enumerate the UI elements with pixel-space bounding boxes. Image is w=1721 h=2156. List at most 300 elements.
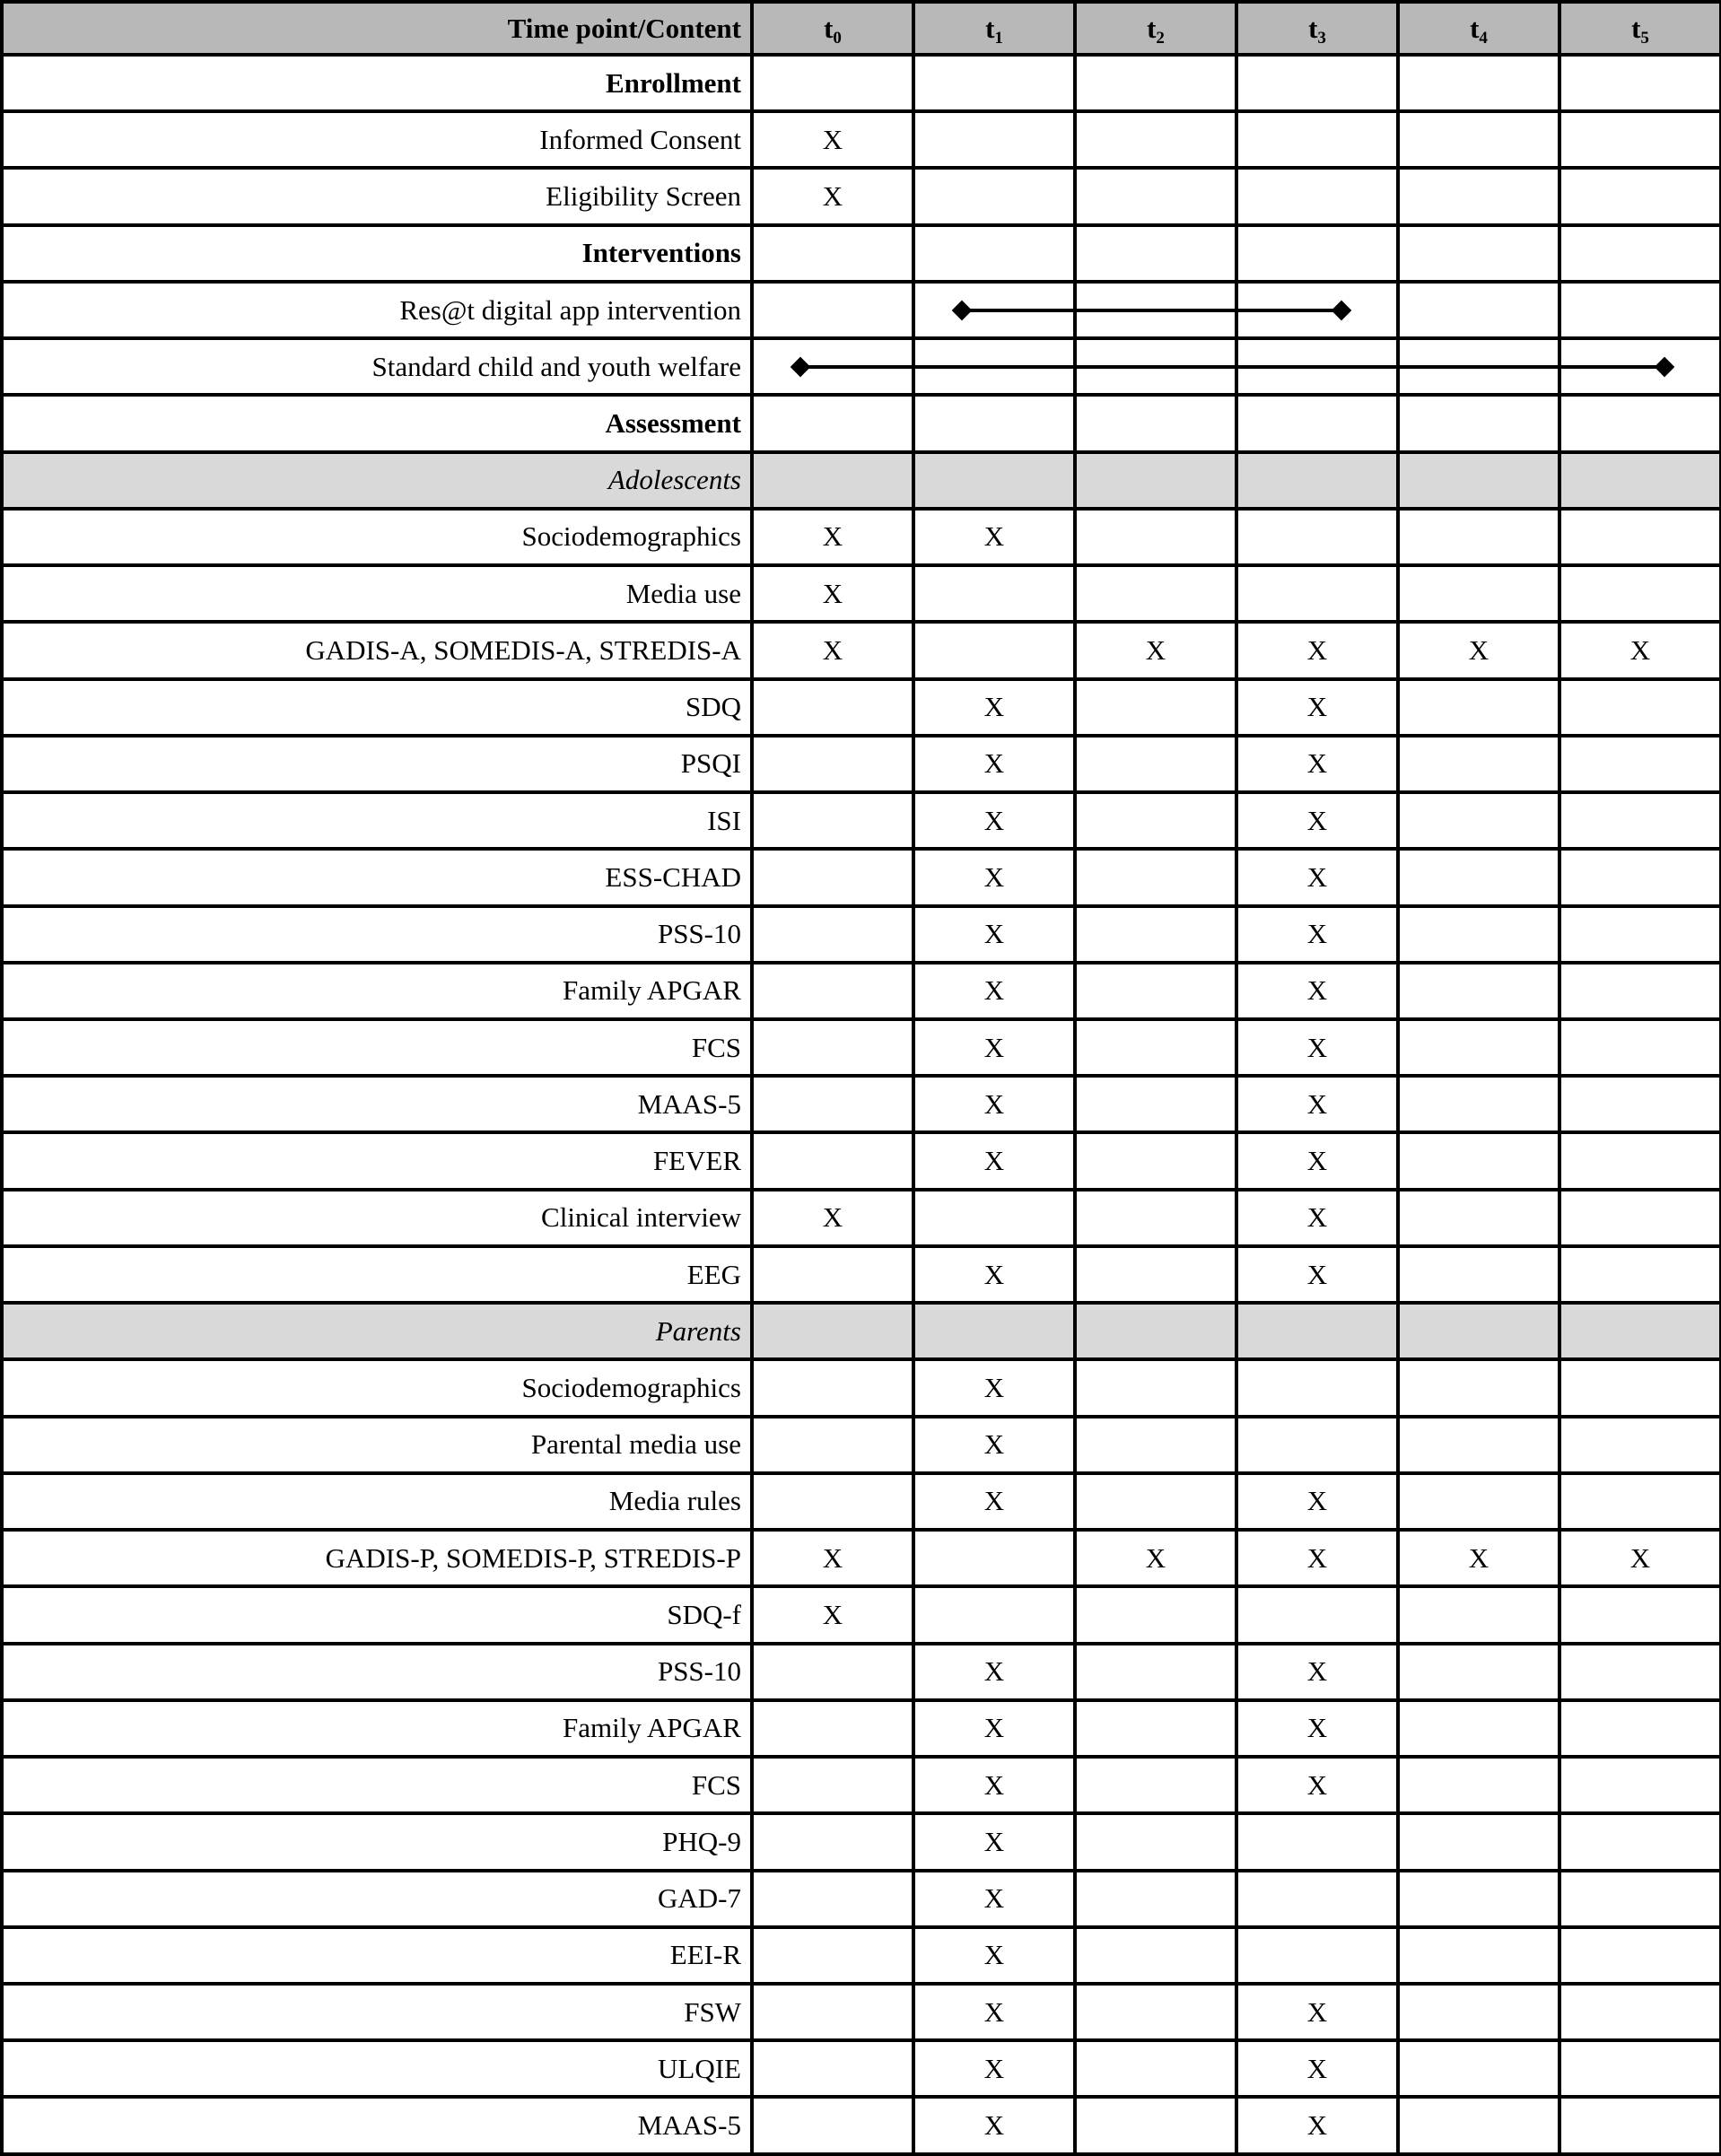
tp-sub: 1 (994, 28, 1003, 48)
cell-t5 (1559, 1076, 1721, 1132)
cell-t2 (1075, 452, 1236, 509)
cell-t2 (1075, 1586, 1236, 1643)
cell-t2 (1075, 1076, 1236, 1132)
cell-t3: X (1236, 2040, 1398, 2097)
row-label: GADIS-A, SOMEDIS-A, STREDIS-A (2, 622, 752, 678)
cell-t0 (752, 1417, 913, 1473)
table-row (2, 565, 1721, 622)
tp-sub: 2 (1156, 28, 1165, 48)
cell-t1: X (913, 792, 1075, 849)
cell-t0: X (752, 168, 913, 224)
cell-t3: X (1236, 1473, 1398, 1530)
cell-t5 (1559, 1700, 1721, 1757)
cell-t1: X (913, 1417, 1075, 1473)
cell-t0 (752, 55, 913, 111)
row-label: EEG (2, 1246, 752, 1303)
cell-t2 (1075, 1359, 1236, 1416)
cell-t0 (752, 849, 913, 905)
cell-t2: X (1075, 622, 1236, 678)
cell-t5 (1559, 338, 1721, 395)
cell-t0 (752, 1871, 913, 1927)
cell-t2 (1075, 111, 1236, 168)
cell-t5 (1559, 679, 1721, 736)
row-label: SDQ (2, 679, 752, 736)
table-row (2, 1246, 1721, 1303)
header-row (2, 2, 1721, 55)
cell-t4 (1398, 282, 1559, 338)
cell-t4 (1398, 509, 1559, 565)
tp-sub: 4 (1479, 28, 1488, 48)
table-row (2, 963, 1721, 1019)
cell-t1: X (913, 963, 1075, 1019)
row-label: FCS (2, 1019, 752, 1076)
cell-t4 (1398, 1586, 1559, 1643)
table-row (2, 1076, 1721, 1132)
table-row (2, 906, 1721, 963)
table-row (2, 622, 1721, 678)
cell-t3 (1236, 55, 1398, 111)
cell-t0 (752, 1984, 913, 2040)
header-timepoint-t5 (1559, 2, 1721, 55)
cell-t2 (1075, 1246, 1236, 1303)
cell-t3: X (1236, 849, 1398, 905)
cell-t3 (1236, 168, 1398, 224)
row-label: ULQIE (2, 2040, 752, 2097)
cell-t0: X (752, 622, 913, 678)
cell-t1: X (913, 1757, 1075, 1813)
cell-t5 (1559, 2040, 1721, 2097)
cell-t1 (913, 1190, 1075, 1246)
cell-t2 (1075, 736, 1236, 792)
cell-t0 (752, 2040, 913, 2097)
row-label: Parents (2, 1303, 752, 1359)
table-row (2, 1417, 1721, 1473)
cell-t1: X (913, 1076, 1075, 1132)
cell-t0 (752, 282, 913, 338)
cell-t1: X (913, 1700, 1075, 1757)
tp-base: t (1147, 12, 1157, 44)
cell-t2 (1075, 1473, 1236, 1530)
cell-t1: X (913, 509, 1075, 565)
header-timepoint-t3 (1236, 2, 1398, 55)
cell-t1: X (913, 1132, 1075, 1189)
cell-t1: X (913, 1019, 1075, 1076)
cell-t1 (913, 338, 1075, 395)
cell-t1 (913, 452, 1075, 509)
cell-t4 (1398, 111, 1559, 168)
cell-t0 (752, 792, 913, 849)
tp-base: t (985, 12, 995, 44)
cell-t0 (752, 1303, 913, 1359)
cell-t3 (1236, 1417, 1398, 1473)
cell-t5 (1559, 1586, 1721, 1643)
cell-t2 (1075, 906, 1236, 963)
cell-t4 (1398, 849, 1559, 905)
cell-t5 (1559, 1359, 1721, 1416)
table-row (2, 1813, 1721, 1870)
cell-t0: X (752, 1190, 913, 1246)
cell-t0 (752, 225, 913, 282)
row-label: PHQ-9 (2, 1813, 752, 1870)
cell-t4 (1398, 1871, 1559, 1927)
cell-t0 (752, 1927, 913, 1984)
cell-t2 (1075, 168, 1236, 224)
cell-t5 (1559, 849, 1721, 905)
cell-t4 (1398, 1303, 1559, 1359)
table-row (2, 1700, 1721, 1757)
cell-t1 (913, 282, 1075, 338)
cell-t5 (1559, 1190, 1721, 1246)
cell-t4 (1398, 1984, 1559, 2040)
cell-t2 (1075, 849, 1236, 905)
row-label: GADIS-P, SOMEDIS-P, STREDIS-P (2, 1530, 752, 1586)
row-label: Assessment (2, 395, 752, 451)
cell-t2 (1075, 225, 1236, 282)
cell-t5 (1559, 736, 1721, 792)
table-row (2, 1190, 1721, 1246)
cell-t3 (1236, 282, 1398, 338)
row-label: ESS-CHAD (2, 849, 752, 905)
cell-t4 (1398, 2097, 1559, 2154)
row-label: MAAS-5 (2, 1076, 752, 1132)
cell-t4 (1398, 906, 1559, 963)
cell-t0 (752, 906, 913, 963)
cell-t4 (1398, 565, 1559, 622)
row-label: Res@t digital app intervention (2, 282, 752, 338)
cell-t0 (752, 1757, 913, 1813)
table-row (2, 1871, 1721, 1927)
cell-t3: X (1236, 2097, 1398, 2154)
cell-t4 (1398, 963, 1559, 1019)
cell-t5 (1559, 1644, 1721, 1700)
cell-t3 (1236, 338, 1398, 395)
cell-t3: X (1236, 1132, 1398, 1189)
cell-t5 (1559, 509, 1721, 565)
cell-t1: X (913, 1927, 1075, 1984)
cell-t0 (752, 338, 913, 395)
cell-t0: X (752, 111, 913, 168)
cell-t5: X (1559, 622, 1721, 678)
table-row (2, 1927, 1721, 1984)
table-row (2, 111, 1721, 168)
cell-t3: X (1236, 1757, 1398, 1813)
cell-t2 (1075, 509, 1236, 565)
cell-t1 (913, 55, 1075, 111)
row-label: FEVER (2, 1132, 752, 1189)
table-row (2, 736, 1721, 792)
cell-t3 (1236, 1586, 1398, 1643)
row-label: FSW (2, 1984, 752, 2040)
cell-t0 (752, 679, 913, 736)
cell-t3 (1236, 1871, 1398, 1927)
row-label: Clinical interview (2, 1190, 752, 1246)
cell-t5 (1559, 963, 1721, 1019)
cell-t3 (1236, 1927, 1398, 1984)
row-label: Parental media use (2, 1417, 752, 1473)
table-row (2, 849, 1721, 905)
table-row (2, 2040, 1721, 2097)
cell-t2 (1075, 1757, 1236, 1813)
cell-t0 (752, 1359, 913, 1416)
cell-t5 (1559, 1927, 1721, 1984)
cell-t3: X (1236, 1644, 1398, 1700)
cell-t5 (1559, 1246, 1721, 1303)
cell-t1: X (913, 2040, 1075, 2097)
header-timepoint-t0 (752, 2, 913, 55)
table-row (2, 1132, 1721, 1189)
cell-t4 (1398, 168, 1559, 224)
cell-t0: X (752, 1530, 913, 1586)
cell-t1 (913, 565, 1075, 622)
cell-t4 (1398, 452, 1559, 509)
cell-t2 (1075, 338, 1236, 395)
cell-t5 (1559, 906, 1721, 963)
cell-t4 (1398, 225, 1559, 282)
cell-t4 (1398, 679, 1559, 736)
cell-t1 (913, 1530, 1075, 1586)
row-label: Informed Consent (2, 111, 752, 168)
cell-t3 (1236, 565, 1398, 622)
cell-t2 (1075, 1813, 1236, 1870)
cell-t1 (913, 622, 1075, 678)
table-row (2, 2097, 1721, 2154)
cell-t1: X (913, 1473, 1075, 1530)
row-label: MAAS-5 (2, 2097, 752, 2154)
row-label: GAD-7 (2, 1871, 752, 1927)
cell-t2 (1075, 565, 1236, 622)
cell-t5 (1559, 395, 1721, 451)
table-row (2, 1473, 1721, 1530)
intervention-row (2, 338, 1721, 395)
cell-t5 (1559, 282, 1721, 338)
tp-base: t (1631, 12, 1641, 44)
cell-t2 (1075, 1132, 1236, 1189)
row-label: Eligibility Screen (2, 168, 752, 224)
cell-t4 (1398, 1813, 1559, 1870)
cell-t3: X (1236, 1190, 1398, 1246)
cell-t5 (1559, 2097, 1721, 2154)
row-label: ISI (2, 792, 752, 849)
table-row (2, 1757, 1721, 1813)
row-label: EEI-R (2, 1927, 752, 1984)
cell-t5: X (1559, 1530, 1721, 1586)
cell-t4 (1398, 395, 1559, 451)
row-label: PSQI (2, 736, 752, 792)
table-row (2, 168, 1721, 224)
cell-t4 (1398, 1644, 1559, 1700)
cell-t1: X (913, 1246, 1075, 1303)
cell-t0 (752, 963, 913, 1019)
cell-t3: X (1236, 1076, 1398, 1132)
cell-t5 (1559, 452, 1721, 509)
tp-base: t (824, 12, 834, 44)
cell-t0: X (752, 509, 913, 565)
cell-t2 (1075, 1871, 1236, 1927)
cell-t3: X (1236, 1984, 1398, 2040)
cell-t2 (1075, 1019, 1236, 1076)
table-row (2, 679, 1721, 736)
row-label: Adolescents (2, 452, 752, 509)
cell-t5 (1559, 1132, 1721, 1189)
cell-t3 (1236, 225, 1398, 282)
table-row (2, 1984, 1721, 2040)
schedule-body (2, 55, 1721, 2154)
cell-t3: X (1236, 736, 1398, 792)
cell-t2 (1075, 679, 1236, 736)
cell-t4 (1398, 1019, 1559, 1076)
table-row (2, 509, 1721, 565)
cell-t4 (1398, 1190, 1559, 1246)
cell-t2 (1075, 282, 1236, 338)
row-label: Family APGAR (2, 1700, 752, 1757)
cell-t1: X (913, 2097, 1075, 2154)
cell-t5 (1559, 1871, 1721, 1927)
cell-t4 (1398, 1359, 1559, 1416)
row-label: SDQ-f (2, 1586, 752, 1643)
cell-t4 (1398, 55, 1559, 111)
cell-t3: X (1236, 1700, 1398, 1757)
cell-t5 (1559, 1757, 1721, 1813)
cell-t2 (1075, 2097, 1236, 2154)
cell-t0 (752, 1132, 913, 1189)
cell-t5 (1559, 1813, 1721, 1870)
cell-t4 (1398, 1076, 1559, 1132)
cell-t5 (1559, 792, 1721, 849)
cell-t2 (1075, 792, 1236, 849)
cell-t4 (1398, 2040, 1559, 2097)
cell-t0 (752, 736, 913, 792)
row-label: PSS-10 (2, 906, 752, 963)
cell-t5 (1559, 168, 1721, 224)
cell-t1: X (913, 906, 1075, 963)
cell-t0: X (752, 1586, 913, 1643)
cell-t2 (1075, 1190, 1236, 1246)
cell-t4 (1398, 1757, 1559, 1813)
cell-t3: X (1236, 1246, 1398, 1303)
cell-t3 (1236, 509, 1398, 565)
cell-t2 (1075, 55, 1236, 111)
cell-t4 (1398, 736, 1559, 792)
cell-t4: X (1398, 1530, 1559, 1586)
cell-t4 (1398, 1246, 1559, 1303)
cell-t4 (1398, 1132, 1559, 1189)
section-row (2, 55, 1721, 111)
header-timepoint-t4 (1398, 2, 1559, 55)
cell-t5 (1559, 1303, 1721, 1359)
cell-t1: X (913, 1644, 1075, 1700)
header-label: Time point/Content (2, 2, 752, 55)
cell-t0 (752, 2097, 913, 2154)
cell-t2 (1075, 1417, 1236, 1473)
row-label: Standard child and youth welfare (2, 338, 752, 395)
cell-t4 (1398, 338, 1559, 395)
cell-t0 (752, 1644, 913, 1700)
cell-t0 (752, 395, 913, 451)
cell-t4: X (1398, 622, 1559, 678)
cell-t5 (1559, 1019, 1721, 1076)
cell-t1: X (913, 679, 1075, 736)
cell-t1 (913, 1586, 1075, 1643)
row-label: Enrollment (2, 55, 752, 111)
tp-sub: 3 (1317, 28, 1326, 48)
tp-base: t (1470, 12, 1480, 44)
cell-t2 (1075, 1700, 1236, 1757)
cell-t2 (1075, 1984, 1236, 2040)
table-row (2, 1586, 1721, 1643)
cell-t0 (752, 1813, 913, 1870)
tp-base: t (1308, 12, 1318, 44)
row-label: Media rules (2, 1473, 752, 1530)
cell-t1 (913, 111, 1075, 168)
cell-t3 (1236, 395, 1398, 451)
cell-t4 (1398, 792, 1559, 849)
cell-t5 (1559, 225, 1721, 282)
row-label: Family APGAR (2, 963, 752, 1019)
cell-t3 (1236, 1303, 1398, 1359)
cell-t0 (752, 452, 913, 509)
cell-t1 (913, 1303, 1075, 1359)
subsection-row (2, 452, 1721, 509)
row-label: FCS (2, 1757, 752, 1813)
cell-t2 (1075, 963, 1236, 1019)
cell-t2 (1075, 395, 1236, 451)
tp-sub: 0 (833, 28, 842, 48)
cell-t1: X (913, 1984, 1075, 2040)
cell-t0 (752, 1246, 913, 1303)
table-row (2, 1530, 1721, 1586)
cell-t1: X (913, 1871, 1075, 1927)
cell-t5 (1559, 1473, 1721, 1530)
row-label: Interventions (2, 225, 752, 282)
cell-t4 (1398, 1927, 1559, 1984)
cell-t3: X (1236, 1019, 1398, 1076)
cell-t4 (1398, 1700, 1559, 1757)
section-row (2, 225, 1721, 282)
cell-t1: X (913, 1813, 1075, 1870)
cell-t5 (1559, 565, 1721, 622)
cell-t1 (913, 168, 1075, 224)
table-row (2, 1359, 1721, 1416)
row-label: Sociodemographics (2, 509, 752, 565)
cell-t0 (752, 1700, 913, 1757)
cell-t0 (752, 1473, 913, 1530)
row-label: PSS-10 (2, 1644, 752, 1700)
cell-t4 (1398, 1417, 1559, 1473)
cell-t3 (1236, 1359, 1398, 1416)
cell-t0 (752, 1019, 913, 1076)
row-label: Media use (2, 565, 752, 622)
header-timepoint-t1 (913, 2, 1075, 55)
cell-t3: X (1236, 963, 1398, 1019)
cell-t2: X (1075, 1530, 1236, 1586)
tp-sub: 5 (1640, 28, 1649, 48)
cell-t2 (1075, 2040, 1236, 2097)
cell-t5 (1559, 55, 1721, 111)
cell-t1: X (913, 736, 1075, 792)
cell-t2 (1075, 1303, 1236, 1359)
cell-t1: X (913, 849, 1075, 905)
cell-t3 (1236, 1813, 1398, 1870)
cell-t3 (1236, 111, 1398, 168)
cell-t1: X (913, 1359, 1075, 1416)
table-row (2, 1644, 1721, 1700)
cell-t0 (752, 1076, 913, 1132)
cell-t4 (1398, 1473, 1559, 1530)
cell-t1 (913, 395, 1075, 451)
cell-t1 (913, 225, 1075, 282)
cell-t2 (1075, 1927, 1236, 1984)
section-row (2, 395, 1721, 451)
